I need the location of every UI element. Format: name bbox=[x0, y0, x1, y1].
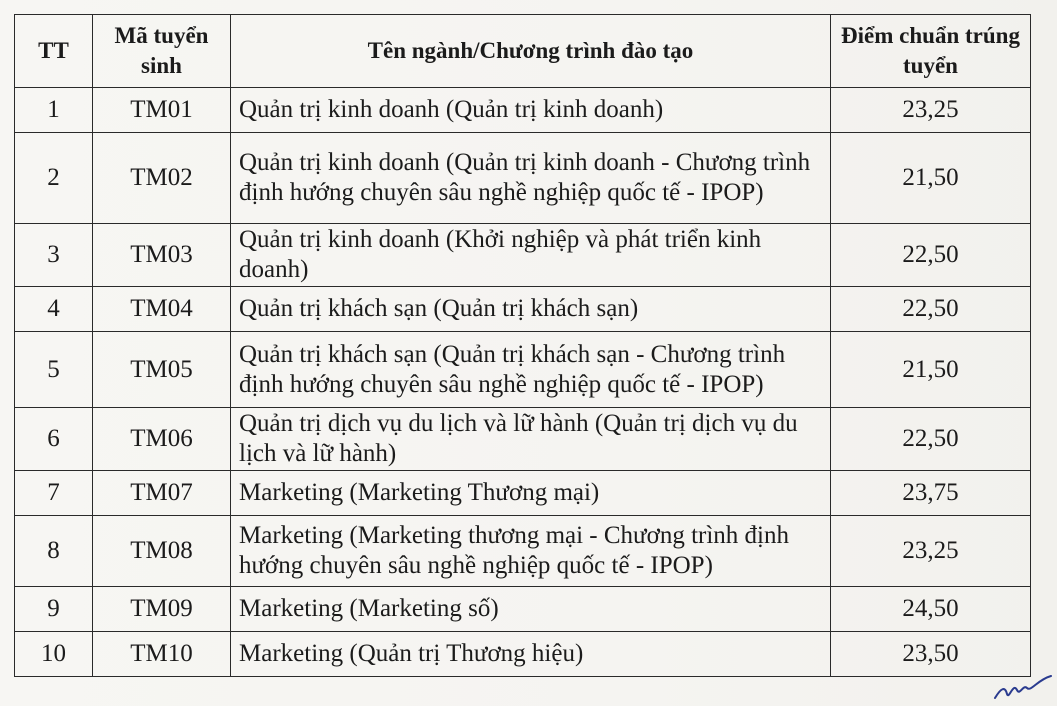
row-tt: 8 bbox=[15, 516, 93, 587]
table-row bbox=[15, 287, 1031, 332]
row-score: 23,75 bbox=[831, 471, 1031, 516]
row-tt: 2 bbox=[15, 133, 93, 224]
table-row bbox=[15, 516, 1031, 587]
row-code: TM09 bbox=[93, 587, 231, 632]
row-code: TM02 bbox=[93, 133, 231, 224]
row-score: 24,50 bbox=[831, 587, 1031, 632]
row-score: 21,50 bbox=[831, 332, 1031, 408]
row-program-name: Quản trị khách sạn (Quản trị khách sạn - Chương trình định hướng chuyên sâu nghề nghiệp quốc tế - IPOP) bbox=[231, 332, 831, 408]
table-header-row bbox=[15, 15, 1031, 88]
admission-score-table bbox=[14, 14, 1031, 677]
row-score: 22,50 bbox=[831, 408, 1031, 471]
row-code: TM10 bbox=[93, 632, 231, 677]
header-tt: TT bbox=[15, 15, 93, 88]
row-tt: 1 bbox=[15, 88, 93, 133]
row-score: 22,50 bbox=[831, 224, 1031, 287]
table-row bbox=[15, 471, 1031, 516]
row-code: TM08 bbox=[93, 516, 231, 587]
row-code: TM06 bbox=[93, 408, 231, 471]
row-program-name: Marketing (Quản trị Thương hiệu) bbox=[231, 632, 831, 677]
row-code: TM05 bbox=[93, 332, 231, 408]
row-score: 23,25 bbox=[831, 88, 1031, 133]
row-score: 23,50 bbox=[831, 632, 1031, 677]
header-code: Mã tuyển sinh bbox=[93, 15, 231, 88]
row-program-name: Marketing (Marketing Thương mại) bbox=[231, 471, 831, 516]
row-tt: 7 bbox=[15, 471, 93, 516]
row-score: 22,50 bbox=[831, 287, 1031, 332]
table-row bbox=[15, 224, 1031, 287]
row-tt: 3 bbox=[15, 224, 93, 287]
table-row bbox=[15, 632, 1031, 677]
row-tt: 9 bbox=[15, 587, 93, 632]
row-code: TM07 bbox=[93, 471, 231, 516]
signature-stroke bbox=[995, 676, 1051, 698]
row-program-name: Quản trị kinh doanh (Quản trị kinh doanh - Chương trình định hướng chuyên sâu nghề nghiệp quốc tế - IPOP) bbox=[231, 133, 831, 224]
row-score: 21,50 bbox=[831, 133, 1031, 224]
header-score: Điểm chuẩn trúng tuyển bbox=[831, 15, 1031, 88]
row-score: 23,25 bbox=[831, 516, 1031, 587]
table-row bbox=[15, 587, 1031, 632]
row-tt: 6 bbox=[15, 408, 93, 471]
row-tt: 5 bbox=[15, 332, 93, 408]
header-program-name: Tên ngành/Chương trình đào tạo bbox=[231, 15, 831, 88]
row-code: TM04 bbox=[93, 287, 231, 332]
row-tt: 10 bbox=[15, 632, 93, 677]
row-code: TM03 bbox=[93, 224, 231, 287]
table-row bbox=[15, 332, 1031, 408]
row-program-name: Marketing (Marketing số) bbox=[231, 587, 831, 632]
row-program-name: Quản trị khách sạn (Quản trị khách sạn) bbox=[231, 287, 831, 332]
table-row bbox=[15, 408, 1031, 471]
row-program-name: Quản trị kinh doanh (Khởi nghiệp và phát triển kinh doanh) bbox=[231, 224, 831, 287]
row-program-name: Quản trị dịch vụ du lịch và lữ hành (Quản trị dịch vụ du lịch và lữ hành) bbox=[231, 408, 831, 471]
row-program-name: Marketing (Marketing thương mại - Chương trình định hướng chuyên sâu nghề nghiệp quốc tế - IPOP) bbox=[231, 516, 831, 587]
row-tt: 4 bbox=[15, 287, 93, 332]
row-program-name: Quản trị kinh doanh (Quản trị kinh doanh) bbox=[231, 88, 831, 133]
table-row bbox=[15, 133, 1031, 224]
signature-mark bbox=[993, 672, 1053, 702]
row-code: TM01 bbox=[93, 88, 231, 133]
table-row bbox=[15, 88, 1031, 133]
